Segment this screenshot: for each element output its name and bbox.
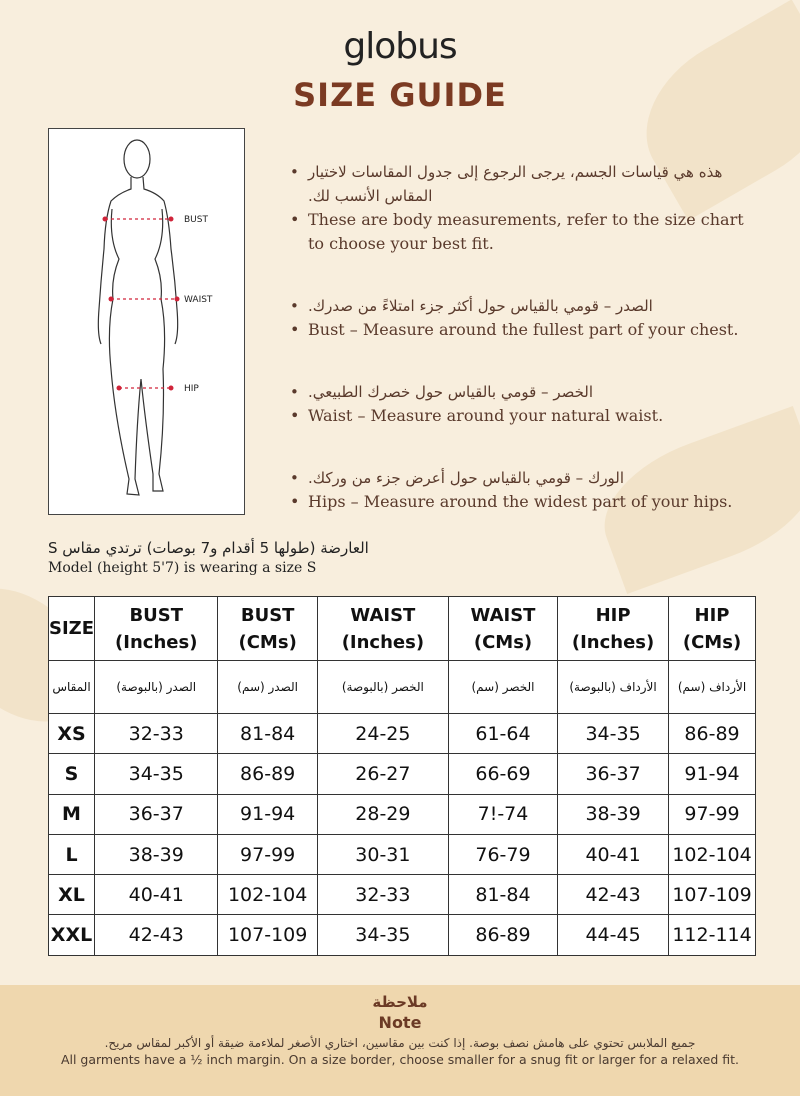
table-cell: 112-114 (669, 915, 756, 955)
table-cell: 28-29 (317, 794, 448, 834)
table-cell: 91-94 (218, 794, 317, 834)
table-cell: 42-43 (95, 915, 218, 955)
bullet-ar: • هذه هي قياسات الجسم، يرجى الرجوع إلى جدول المقاسات لاختيار المقاس الأنسب لك. (290, 160, 750, 208)
waist-label: WAIST (184, 295, 213, 305)
table-cell: 40-41 (95, 875, 218, 915)
body-measurement-figure (48, 128, 245, 515)
page-title: SIZE GUIDE (293, 76, 507, 114)
size-chart-table (48, 596, 756, 956)
table-cell: SIZE (49, 597, 95, 661)
bullet-en: • Bust – Measure around the fullest part of your chest. (290, 318, 750, 342)
table-cell: المقاس (49, 661, 95, 714)
table-cell: 86-89 (218, 754, 317, 794)
table-cell: XXL (49, 915, 95, 955)
table-row (49, 754, 756, 794)
table-cell: 36-37 (95, 794, 218, 834)
table-cell: 81-84 (448, 875, 557, 915)
table-cell: WAIST (CMs) (448, 597, 557, 661)
bullet-en: • Waist – Measure around your natural waist. (290, 404, 750, 428)
bullet-en: • These are body measurements, refer to the size chart to choose your best fit. (290, 208, 750, 256)
table-cell: 107-109 (669, 875, 756, 915)
table-row (49, 794, 756, 834)
bullet-ar: • الصدر – قومي بالقياس حول أكثر جزء امتلاءً من صدرك. (290, 294, 750, 318)
table-cell: 30-31 (317, 834, 448, 874)
bullet-en: • Hips – Measure around the widest part of your hips. (290, 490, 750, 514)
table-cell: 32-33 (317, 875, 448, 915)
model-info-en: Model (height 5'7) is wearing a size S (48, 560, 317, 576)
table-cell: BUST (CMs) (218, 597, 317, 661)
table-cell: M (49, 794, 95, 834)
table-cell: 76-79 (448, 834, 557, 874)
header-row (49, 597, 756, 661)
table-cell: HIP (CMs) (669, 597, 756, 661)
table-cell: 66-69 (448, 754, 557, 794)
table-cell: 102-104 (218, 875, 317, 915)
table-cell: الخصر (سم) (448, 661, 557, 714)
note-text-ar: جميع الملابس تحتوي على هامش نصف بوصة. إذا كنت بين مقاسين، اختاري الأصغر لملاءمة ضيقة أو الأكبر لمقاس مريح. (104, 1036, 696, 1050)
table-cell: الصدر (سم) (218, 661, 317, 714)
table-row (49, 834, 756, 874)
table-cell: 86-89 (448, 915, 557, 955)
model-info-ar: العارضة (طولها 5 أقدام و7 بوصات) ترتدي مقاس S (48, 539, 369, 557)
table-cell: XL (49, 875, 95, 915)
table-cell: 24-25 (317, 714, 448, 754)
table-cell: 36-37 (558, 754, 669, 794)
table-row (49, 714, 756, 754)
measurement-instructions (290, 160, 750, 552)
table-cell: الخصر (بالبوصة) (317, 661, 448, 714)
bullet-ar: • الخصر – قومي بالقياس حول خصرك الطبيعي. (290, 380, 750, 404)
table-cell: 44-45 (558, 915, 669, 955)
table-cell: 97-99 (669, 794, 756, 834)
table-cell: الأرداف (بالبوصة) (558, 661, 669, 714)
table-row (49, 875, 756, 915)
table-cell: 38-39 (558, 794, 669, 834)
table-cell: 86-89 (669, 714, 756, 754)
table-cell: 7!-74 (448, 794, 557, 834)
note-title: Note (378, 1013, 422, 1032)
table-cell: S (49, 754, 95, 794)
table-cell: 34-35 (317, 915, 448, 955)
table-cell: 61-64 (448, 714, 557, 754)
bullet-ar: • الورك – قومي بالقياس حول أعرض جزء من وركك. (290, 466, 750, 490)
table-cell: الصدر (بالبوصة) (95, 661, 218, 714)
table-cell: WAIST (Inches) (317, 597, 448, 661)
table-row (49, 915, 756, 955)
table-cell: 40-41 (558, 834, 669, 874)
table-cell: الأرداف (سم) (669, 661, 756, 714)
table-cell: 34-35 (95, 754, 218, 794)
table-cell: 107-109 (218, 915, 317, 955)
model-info (48, 538, 369, 578)
table-cell: HIP (Inches) (558, 597, 669, 661)
table-cell: 81-84 (218, 714, 317, 754)
table-cell: 32-33 (95, 714, 218, 754)
table-cell: 38-39 (95, 834, 218, 874)
note-section (0, 985, 800, 1096)
hip-label: HIP (184, 384, 199, 394)
table-cell: XS (49, 714, 95, 754)
bust-label: BUST (184, 215, 208, 225)
table-cell: 97-99 (218, 834, 317, 874)
table-cell: BUST (Inches) (95, 597, 218, 661)
table-cell: L (49, 834, 95, 874)
table-cell: 91-94 (669, 754, 756, 794)
brand-logo: globus (343, 26, 457, 67)
table-cell: 34-35 (558, 714, 669, 754)
note-title-ar: ملاحظة (372, 993, 428, 1011)
header-row-ar (49, 661, 756, 714)
table-cell: 26-27 (317, 754, 448, 794)
table-cell: 42-43 (558, 875, 669, 915)
table-cell: 102-104 (669, 834, 756, 874)
note-text: All garments have a ½ inch margin. On a size border, choose smaller for a snug fit or larger for a relaxed fit. (60, 1052, 740, 1067)
